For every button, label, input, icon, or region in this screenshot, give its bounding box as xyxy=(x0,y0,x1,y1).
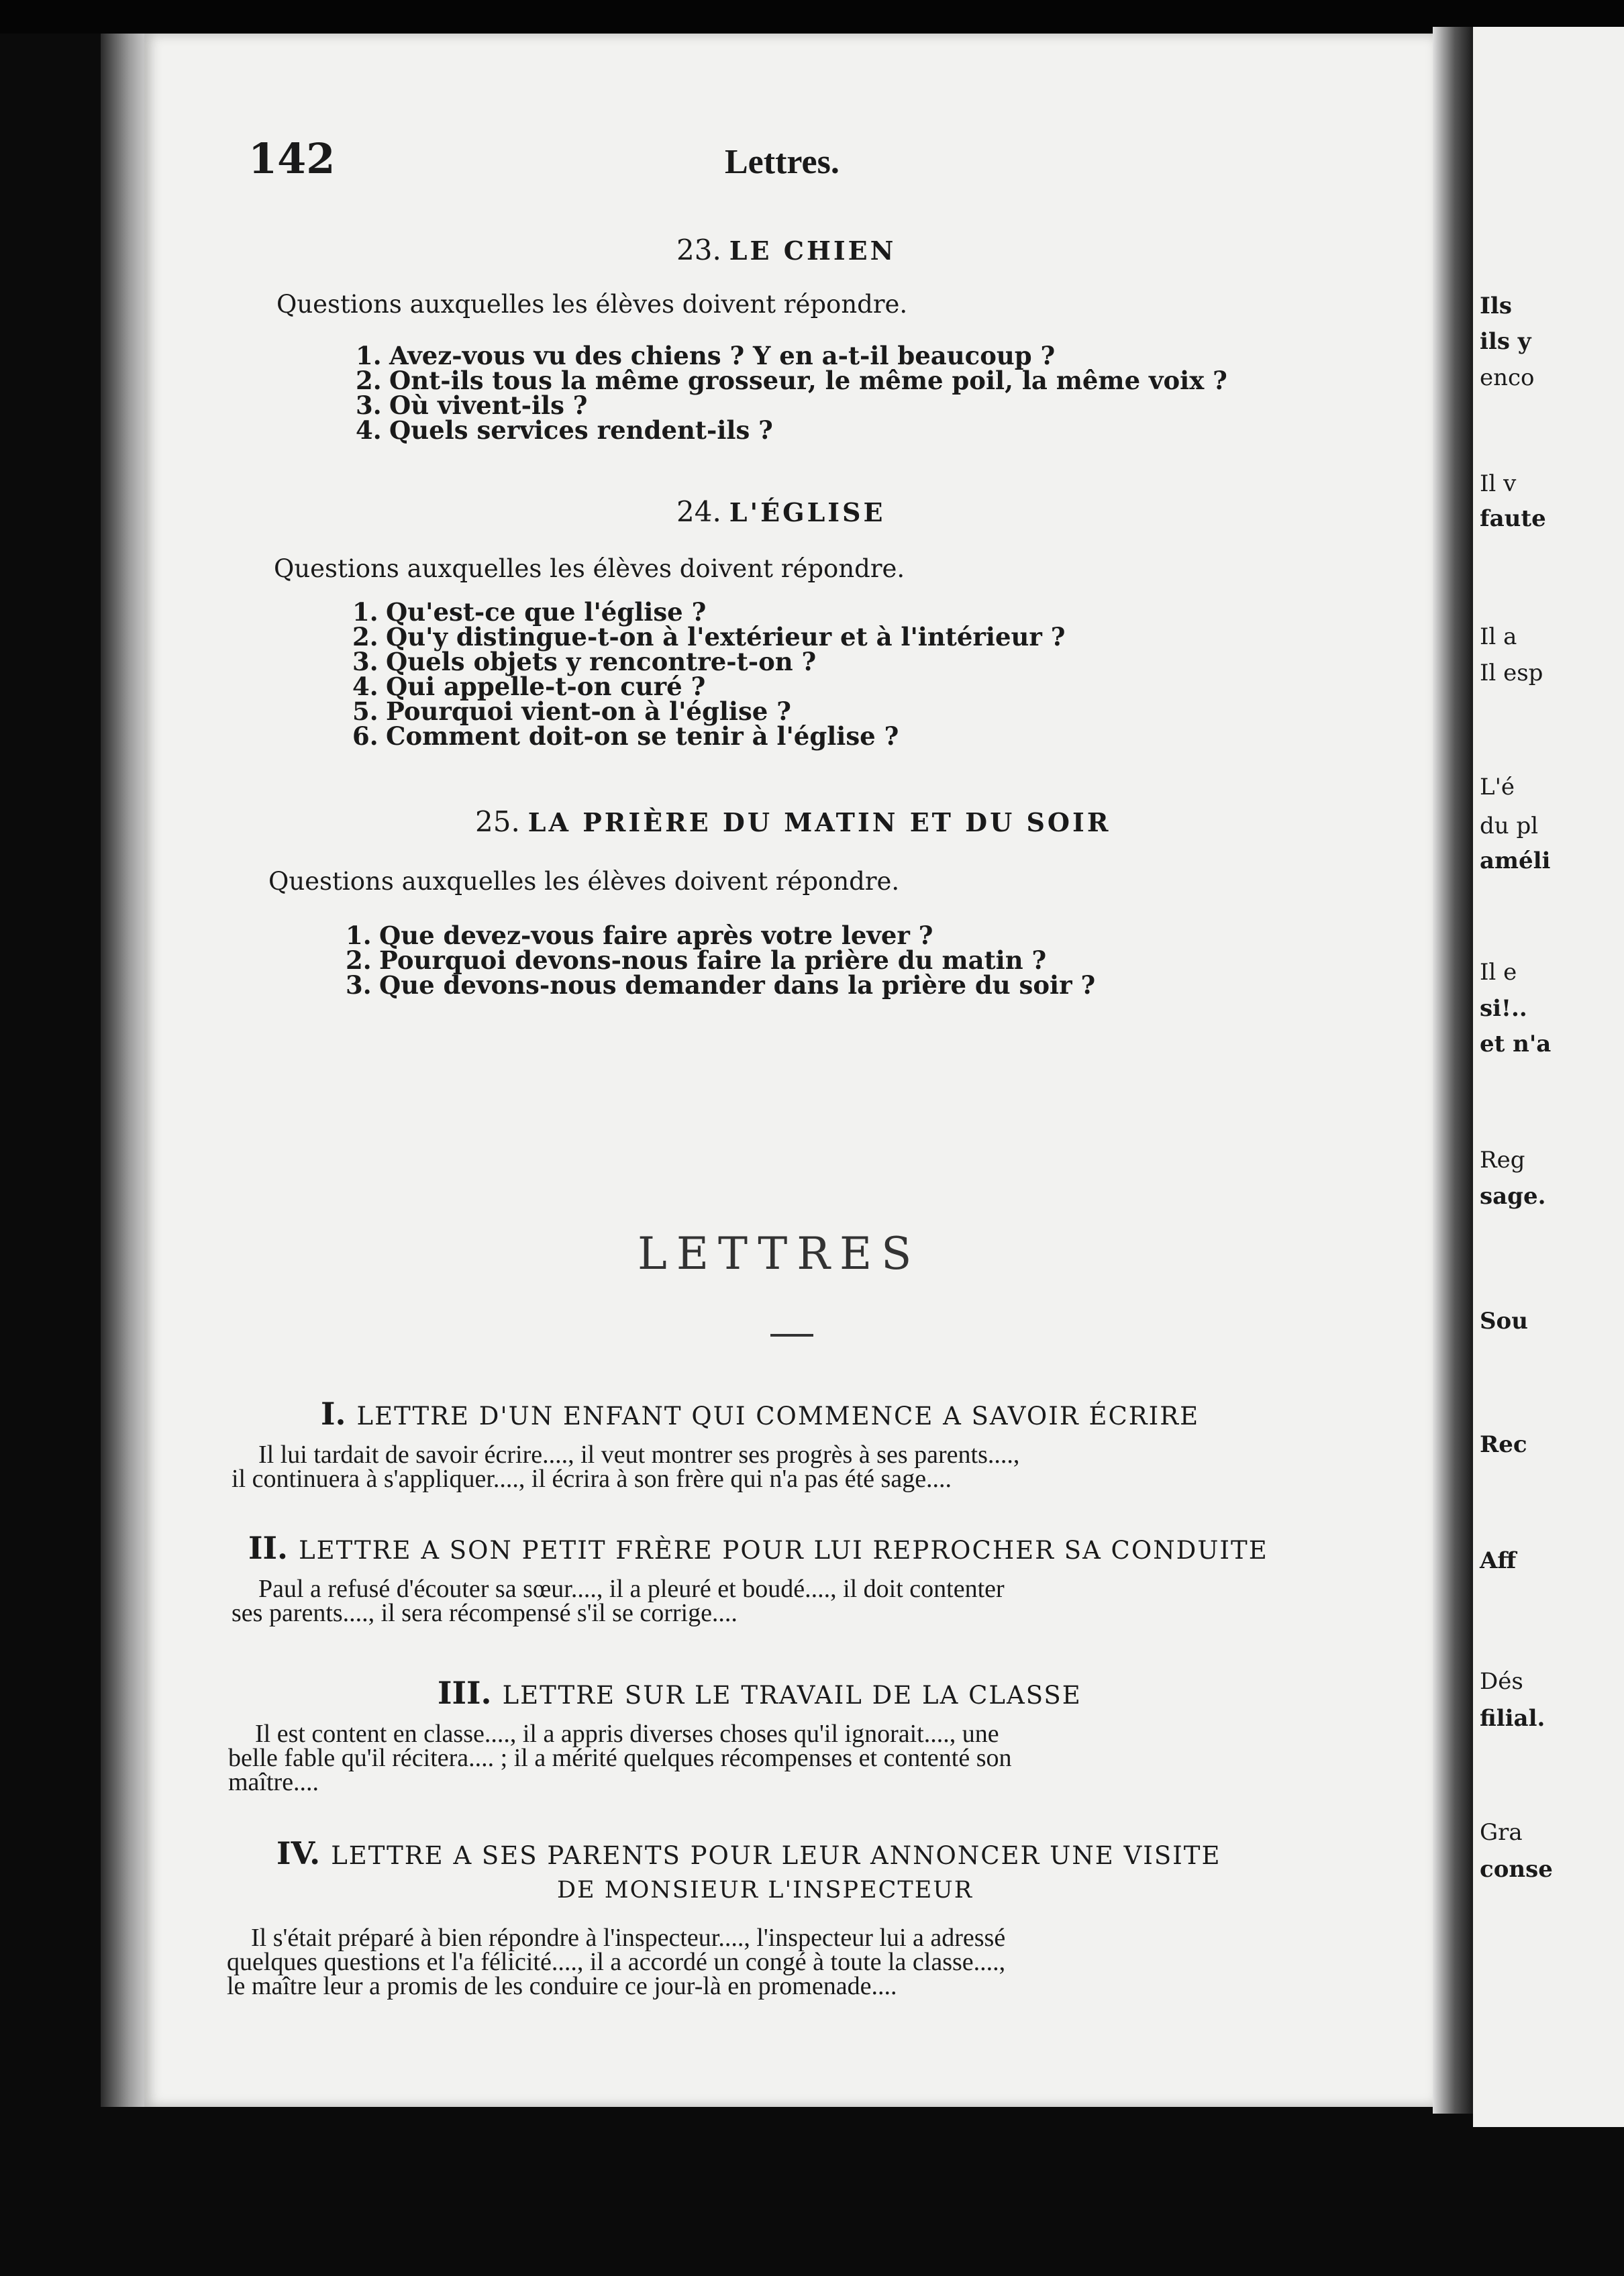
next-page-fragment: faute xyxy=(1480,505,1546,532)
next-page-fragment: Gra xyxy=(1480,1819,1523,1846)
question-text: Ont-ils tous la même grosseur, le même poil, la même voix ? xyxy=(389,366,1227,395)
letter-line: Il lui tardait de savoir écrire...., il veut montrer ses progrès à ses parents...., xyxy=(258,1441,1020,1469)
next-page-fragment: améli xyxy=(1480,847,1551,874)
letter-title-text: LETTRE SUR LE TRAVAIL DE LA CLASSE xyxy=(502,1681,1082,1710)
page-number: 142 xyxy=(248,134,336,183)
question-item xyxy=(352,674,1065,699)
letter-line: il continuera à s'appliquer...., il écrira à son frère qui n'a pas été sage.... xyxy=(232,1465,952,1493)
question-text: Que devez-vous faire après votre lever ? xyxy=(379,921,933,950)
next-page-fragment: conse xyxy=(1480,1856,1553,1883)
letter-line: quelques questions et l'a félicité...., il a accordé un congé à toute la classe...., xyxy=(227,1948,1006,1976)
question-item xyxy=(352,696,1065,726)
prompt-text: Questions auxquelles les élèves doivent répondre. xyxy=(274,554,905,583)
question-list xyxy=(346,923,1095,998)
question-number: 1. xyxy=(352,597,378,627)
letter-title xyxy=(276,1835,1221,1871)
question-item xyxy=(346,923,1095,948)
question-item xyxy=(346,945,1095,975)
question-item xyxy=(356,393,1227,418)
section-title-text: L'ÉGLISE xyxy=(729,497,886,527)
question-text: Quels services rendent-ils ? xyxy=(389,415,773,445)
section-prompt xyxy=(274,554,905,583)
prompt-text: Questions auxquelles les élèves doivent répondre. xyxy=(268,867,900,896)
question-number: 2. xyxy=(352,622,378,652)
question-list xyxy=(356,341,1227,445)
question-text: Qui appelle-t-on curé ? xyxy=(386,672,706,701)
question-text: Pourquoi vient-on à l'église ? xyxy=(386,696,791,726)
letter-body xyxy=(232,1443,1335,1491)
section-title-text: LA PRIÈRE DU MATIN ET DU SOIR xyxy=(527,807,1111,837)
letter-body xyxy=(227,1926,1335,1998)
question-item xyxy=(356,368,1227,393)
letter-line: Paul a refusé d'écouter sa sœur...., il a pleuré et boudé...., il doit contenter xyxy=(258,1575,1005,1603)
page-header xyxy=(248,134,1322,188)
letter-title xyxy=(438,1675,1082,1711)
letter-roman-numeral: I. xyxy=(321,1396,346,1432)
next-page-fragment: Reg xyxy=(1480,1147,1525,1174)
section-number: 23. xyxy=(676,234,721,266)
question-text: Qu'y distingue-t-on à l'extérieur et à l'intérieur ? xyxy=(386,622,1066,652)
letter-line: belle fable qu'il récitera.... ; il a mérité quelques récompenses et contenté son xyxy=(228,1744,1012,1772)
prompt-text: Questions auxquelles les élèves doivent répondre. xyxy=(276,290,908,319)
letter-title xyxy=(321,1396,1199,1432)
next-page-fragment: du pl xyxy=(1480,813,1539,839)
letter-title-text: LETTRE D'UN ENFANT QUI COMMENCE A SAVOIR ÉCRIRE xyxy=(356,1402,1200,1431)
section-prompt xyxy=(276,290,907,319)
scan-border-top xyxy=(0,0,1624,34)
question-number: 4. xyxy=(356,415,382,445)
letter-line: ses parents...., il sera récompensé s'il se corrige.... xyxy=(232,1599,738,1627)
question-number: 1. xyxy=(346,921,372,950)
question-number: 3. xyxy=(346,970,372,1000)
question-number: 3. xyxy=(352,647,378,676)
question-text: Qu'est-ce que l'église ? xyxy=(386,597,707,627)
next-page-fragment: ils y xyxy=(1480,328,1531,355)
letter-title-text: LETTRE A SON PETIT FRÈRE POUR LUI REPROCHER SA CONDUITE xyxy=(299,1536,1268,1565)
question-number: 4. xyxy=(352,672,378,701)
next-page-fragment: Il a xyxy=(1480,623,1517,650)
running-title: Lettres. xyxy=(725,143,840,181)
lettres-heading: LETTRES xyxy=(638,1228,921,1280)
section-title-le-chien xyxy=(676,234,896,266)
question-item xyxy=(352,622,1066,652)
next-page-fragment: Dés xyxy=(1480,1668,1523,1695)
question-number: 3. xyxy=(356,391,382,420)
section-number: 25. xyxy=(475,805,520,838)
question-item xyxy=(346,970,1096,1000)
question-number: 6. xyxy=(352,721,378,751)
next-page-fragment: Ils xyxy=(1480,293,1512,319)
question-text: Quels objets y rencontre-t-on ? xyxy=(386,647,817,676)
next-page-fragment: et n'a xyxy=(1480,1031,1552,1057)
letter-line: maître.... xyxy=(228,1768,319,1796)
book-spine xyxy=(101,34,148,2107)
next-page-fragment: si!.. xyxy=(1480,995,1527,1022)
question-number: 2. xyxy=(356,366,382,395)
question-number: 2. xyxy=(346,945,372,975)
question-item xyxy=(352,597,1065,627)
question-text: Avez-vous vu des chiens ? Y en a-t-il beaucoup ? xyxy=(389,341,1056,370)
section-prompt xyxy=(268,867,899,896)
letter-roman-numeral: II. xyxy=(248,1530,289,1566)
next-page-fragment: Sou xyxy=(1480,1308,1528,1335)
letter-body xyxy=(228,1722,1335,1794)
next-page-fragment: L'é xyxy=(1480,774,1515,800)
letter-title-continued: DE MONSIEUR L'INSPECTEUR xyxy=(557,1877,974,1904)
letter-body xyxy=(232,1577,1335,1625)
question-item xyxy=(352,647,1065,676)
heading-rule xyxy=(770,1334,813,1337)
question-number: 1. xyxy=(356,341,382,370)
letter-roman-numeral: III. xyxy=(438,1675,492,1711)
letter-roman-numeral: IV. xyxy=(276,1835,321,1871)
question-item xyxy=(356,415,1227,445)
question-text: Pourquoi devons-nous faire la prière du matin ? xyxy=(379,945,1047,975)
question-text: Comment doit-on se tenir à l'église ? xyxy=(386,721,899,751)
binding-gutter xyxy=(1433,27,1473,2114)
question-item xyxy=(352,721,1065,751)
next-page-fragment: Il esp xyxy=(1480,660,1543,686)
section-title-priere xyxy=(475,805,1111,838)
next-page-fragment: sage. xyxy=(1480,1183,1546,1210)
letter-title xyxy=(248,1530,1268,1566)
question-list xyxy=(352,597,1066,751)
letter-line: Il s'était préparé à bien répondre à l'inspecteur...., l'inspecteur lui a adressé xyxy=(251,1924,1006,1952)
question-text: Que devons-nous demander dans la prière du soir ? xyxy=(379,970,1096,1000)
letter-line: Il est content en classe...., il a appris diverses choses qu'il ignorait...., une xyxy=(255,1720,999,1748)
section-title-eglise xyxy=(676,495,885,528)
section-number: 24. xyxy=(676,495,721,528)
next-page-fragment: Aff xyxy=(1480,1547,1517,1574)
question-text: Où vivent-ils ? xyxy=(389,391,588,420)
letter-title-text: LETTRE A SES PARENTS POUR LEUR ANNONCER UNE VISITE xyxy=(331,1841,1221,1870)
question-item xyxy=(356,341,1227,370)
next-page-fragment: enco xyxy=(1480,364,1535,391)
next-page-fragment: Rec xyxy=(1480,1431,1527,1458)
next-page-edge xyxy=(1473,27,1624,2127)
next-page-fragment: Il v xyxy=(1480,470,1517,497)
question-number: 5. xyxy=(352,696,378,726)
next-page-fragment: Il e xyxy=(1480,959,1517,986)
letter-line: le maître leur a promis de les conduire ce jour-là en promenade.... xyxy=(227,1972,897,2000)
next-page-fragment: filial. xyxy=(1480,1705,1545,1732)
section-title-text: LE CHIEN xyxy=(729,236,897,266)
